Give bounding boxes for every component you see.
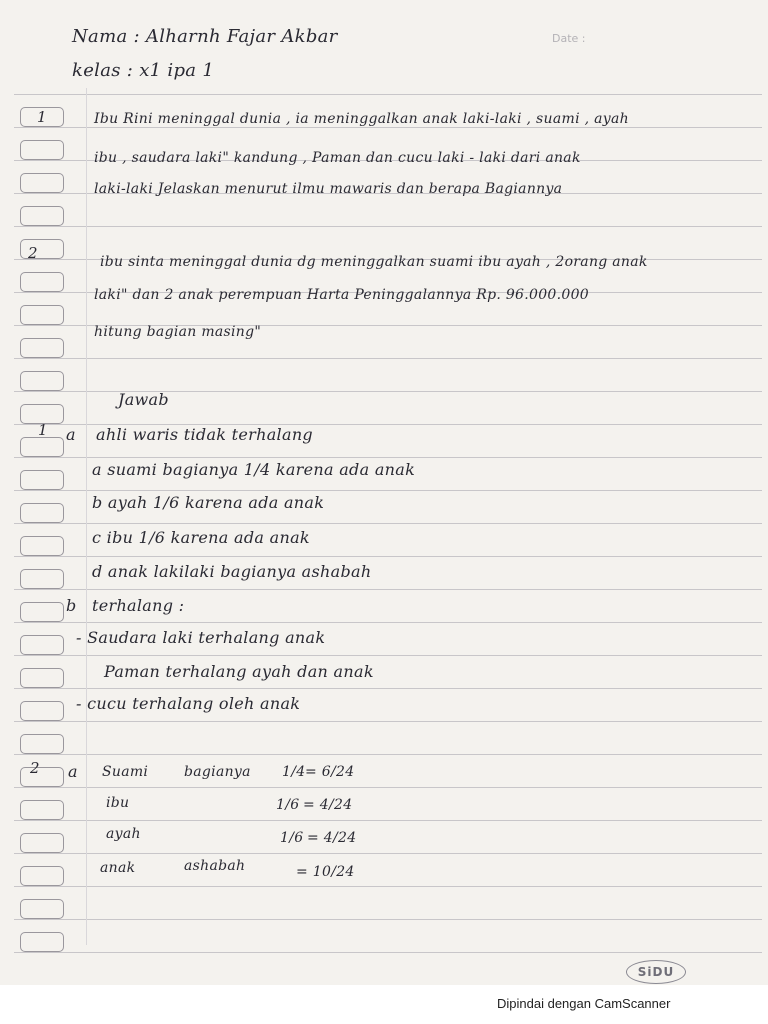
student-class: kelas : x1 ipa 1: [72, 60, 215, 81]
number-box: [20, 635, 64, 655]
ruled-line: [14, 952, 762, 953]
ruled-line: [14, 754, 762, 755]
date-label: Date :: [552, 32, 586, 45]
number-box: [20, 140, 64, 160]
ruled-line: [14, 919, 762, 920]
question-line: laki-laki Jelaskan menurut ilmu mawaris dan berapa Bagiannya: [94, 181, 563, 197]
question-number: 1: [37, 108, 47, 126]
question-line: Ibu Rini meninggal dunia , ia meninggalkan anak laki-laki , suami , ayah: [94, 111, 629, 127]
ruled-line: [14, 820, 762, 821]
ruled-line: [14, 94, 762, 95]
part-marker: a: [68, 762, 78, 781]
ruled-line: [14, 655, 762, 656]
heir-name: ibu: [106, 795, 130, 811]
answer-item: b ayah 1/6 karena ada anak: [92, 493, 325, 512]
heir-result: = 6/24: [305, 764, 355, 780]
ruled-line: [14, 358, 762, 359]
answer-item: - cucu terhalang oleh anak: [76, 694, 301, 713]
margin-line: [86, 88, 87, 945]
heir-result: = 4/24: [307, 830, 357, 846]
number-box: [20, 569, 64, 589]
heir-share: 1/4: [282, 764, 306, 780]
part-title: terhalang :: [92, 596, 185, 615]
part-title: ahli waris tidak terhalang: [96, 425, 313, 444]
part-marker: a: [66, 425, 76, 444]
number-box: [20, 932, 64, 952]
answer-number: 2: [30, 759, 40, 777]
number-box: [20, 767, 64, 787]
answer-item: a suami bagianya 1/4 karena ada anak: [92, 460, 416, 479]
ruled-line: [14, 556, 762, 557]
ruled-line: [14, 127, 762, 128]
number-box: [20, 338, 64, 358]
number-box: [20, 536, 64, 556]
answer-item: - Saudara laki terhalang anak: [76, 628, 326, 647]
ruled-line: [14, 457, 762, 458]
answer-number: 1: [38, 421, 48, 439]
number-box: [20, 371, 64, 391]
question-number: 2: [28, 244, 38, 262]
question-line: ibu sinta meninggal dunia dg meninggalkan suami ibu ayah , 2orang anak: [100, 254, 648, 270]
ruled-line: [14, 589, 762, 590]
heir-result: = 4/24: [303, 797, 353, 813]
heir-share: 1/6: [280, 830, 304, 846]
ruled-line: [14, 853, 762, 854]
number-box: [20, 206, 64, 226]
part-marker: b: [66, 596, 77, 615]
number-box: [20, 239, 64, 259]
number-box: [20, 833, 64, 853]
number-box: [20, 602, 64, 622]
number-box: [20, 701, 64, 721]
heir-name: ayah: [106, 826, 141, 842]
answer-item: c ibu 1/6 karena ada anak: [92, 528, 310, 547]
heir-name: Suami: [102, 764, 149, 780]
number-box: [20, 503, 64, 523]
ruled-line: [14, 226, 762, 227]
question-line: ibu , saudara laki" kandung , Paman dan cucu laki - laki dari anak: [94, 150, 581, 166]
ruled-line: [14, 622, 762, 623]
question-line: hitung bagian masing": [94, 324, 262, 340]
number-box: [20, 899, 64, 919]
brand-stamp-logo: SiDU: [626, 960, 686, 984]
number-box: [20, 800, 64, 820]
heir-note: bagianya: [184, 764, 251, 780]
heir-result: = 10/24: [296, 864, 355, 880]
number-box: [20, 470, 64, 490]
ruled-line: [14, 688, 762, 689]
number-box: [20, 668, 64, 688]
ruled-line: [14, 721, 762, 722]
answer-heading: Jawab: [118, 390, 169, 409]
heir-name: anak: [100, 860, 136, 876]
ruled-line: [14, 787, 762, 788]
number-box: [20, 272, 64, 292]
number-box: [20, 866, 64, 886]
number-box: [20, 437, 64, 457]
heir-share: 1/6: [276, 797, 300, 813]
scanner-watermark: Dipindai dengan CamScanner: [497, 996, 671, 1011]
heir-note: ashabah: [184, 858, 246, 874]
answer-item: Paman terhalang ayah dan anak: [104, 662, 374, 681]
number-box: [20, 305, 64, 325]
number-box: [20, 734, 64, 754]
ruled-line: [14, 523, 762, 524]
student-name: Nama : Alharnh Fajar Akbar: [72, 26, 338, 47]
question-line: laki" dan 2 anak perempuan Harta Peninggalannya Rp. 96.000.000: [94, 287, 589, 303]
ruled-line: [14, 490, 762, 491]
ruled-line: [14, 886, 762, 887]
number-box: [20, 173, 64, 193]
answer-item: d anak lakilaki bagianya ashabah: [92, 562, 372, 581]
